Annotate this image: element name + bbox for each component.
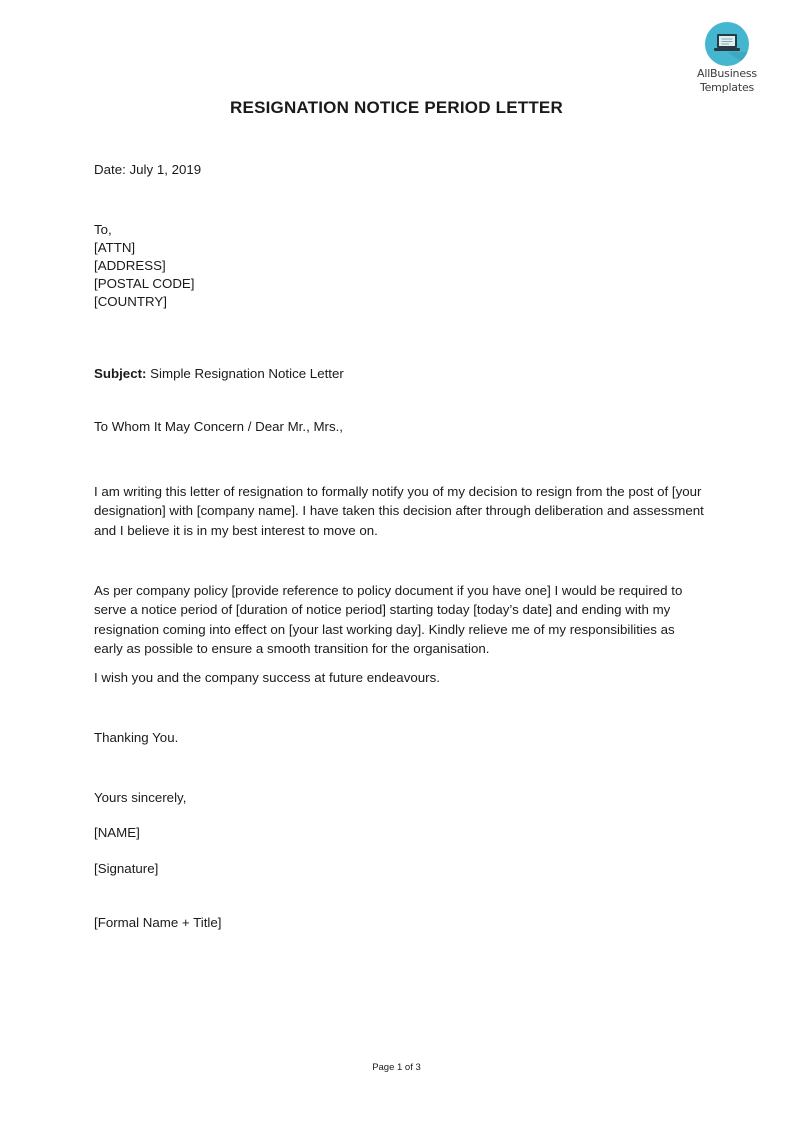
laptop-icon (705, 22, 749, 66)
paragraph-1: I am writing this letter of resignation to formally notify you of my decision to resign from the post of [your designation] with [company name]. I have taken this decision after through deliberation and assessment and I believe it is in my best interest to move on. (94, 484, 704, 538)
logo-text-line2: Templates (699, 81, 755, 94)
logo-text-line1: AllBusiness (697, 67, 757, 80)
salutation: To Whom It May Concern / Dear Mr., Mrs., (94, 419, 343, 434)
closing-signature: [Signature] (94, 861, 159, 876)
address-attn: [ATTN] (94, 240, 136, 255)
address-postal: [POSTAL CODE] (94, 276, 195, 291)
subject-text: Simple Resignation Notice Letter (146, 366, 344, 381)
closing-formal-name: [Formal Name + Title] (94, 915, 222, 930)
closing-thanks: Thanking You. (94, 730, 179, 745)
date-line: Date: July 1, 2019 (94, 162, 202, 177)
address-country: [COUNTRY] (94, 294, 167, 309)
allbusiness-logo (692, 22, 762, 94)
closing-yours: Yours sincerely, (94, 790, 187, 805)
closing-name: [NAME] (94, 825, 140, 840)
paragraph-3: I wish you and the company success at future endeavours. (94, 670, 440, 685)
subject-line (94, 365, 344, 383)
recipient-address (94, 221, 195, 311)
page-title: RESIGNATION NOTICE PERIOD LETTER (230, 98, 563, 117)
subject-label: Subject: (94, 366, 147, 381)
address-street: [ADDRESS] (94, 258, 166, 273)
address-to: To, (94, 222, 112, 237)
paragraph-2: As per company policy [provide reference to policy document if you have one] I would be required to serve a notice period of [duration of notice period] starting today [today’s date] and ending with my resignation coming into effect on [your last working day]. Kindly relieve me of my responsibilities as early as possible to ensure a smooth transition for the organisation. (94, 583, 683, 656)
page-number: Page 1 of 3 (372, 1062, 421, 1073)
